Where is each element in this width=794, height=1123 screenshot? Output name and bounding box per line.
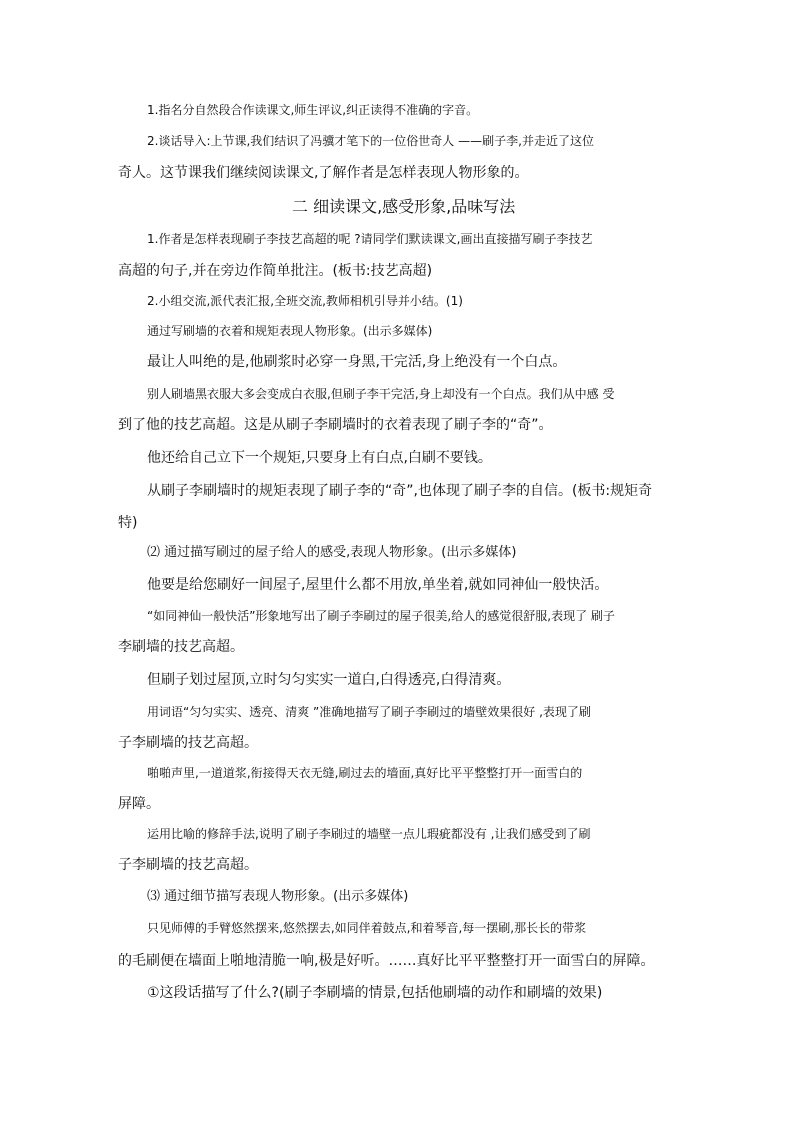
text-line-15: ⑵ 通过描写刷过的屋子给人的感受,表现人物形象。(出示多媒体) bbox=[147, 545, 517, 560]
text-line-6: 高超的句子,并在旁边作简单批注。(板书:技艺高超) bbox=[118, 263, 433, 279]
text-line-10: 别人刷墙黑衣服大多会变成白衣服,但刷子李干完活,身上却没有一个白点。我们从中感 受 bbox=[147, 387, 615, 401]
text-line-20: 用词语“匀匀实实、透亮、清爽 ”准确地描写了刷子李刷过的墙壁效果很好 ,表现了刷 bbox=[147, 705, 591, 719]
text-line-5: 1.作者是怎样表现刷子李技艺高超的呢 ?请同学们默读课文,画出直接描写刷子李技艺 bbox=[147, 232, 593, 246]
text-line-21: 子李刷墙的技艺高超。 bbox=[118, 735, 258, 751]
text-line-23: 屏障。 bbox=[118, 796, 160, 812]
text-line-8: 通过写刷墙的衣着和规矩表现人物形象。(出示多媒体) bbox=[147, 324, 433, 338]
text-line-9: 最让人叫绝的是,他刷浆时必穿一身黑,干完活,身上绝没有一个白点。 bbox=[147, 354, 567, 370]
text-line-11: 到了他的技艺高超。这是从刷子李刷墙时的衣着表现了刷子李的“奇”。 bbox=[118, 417, 553, 433]
text-line-12: 他还给自己立下一个规矩,只要身上有白点,白刷不要钱。 bbox=[147, 450, 492, 466]
text-line-1: 1.指名分自然段合作读课文,师生评议,纠正读得不准确的字音。 bbox=[147, 103, 479, 117]
text-line-28: 的毛刷便在墙面上啪地清脆一响,极是好听。……真好比平平整整打开一面雪白的屏障。 bbox=[118, 953, 655, 969]
text-line-18: 李刷墙的技艺高超。 bbox=[118, 639, 244, 655]
text-line-7: 2.小组交流,派代表汇报,全班交流,教师相机引导并小结。(1) bbox=[147, 294, 463, 308]
text-line-13: 从刷子李刷墙时的规矩表现了刷子李的“奇”,也体现了刷子李的自信。(板书:规矩奇 bbox=[147, 483, 653, 499]
text-line-25: 子李刷墙的技艺高超。 bbox=[118, 857, 258, 873]
text-line-2: 2.谈话导入:上节课,我们结识了冯骥才笔下的一位俗世奇人 ——刷子李,并走近了这位 bbox=[147, 134, 594, 148]
text-line-3: 奇人。这节课我们继续阅读课文,了解作者是怎样表现人物形象的。 bbox=[118, 165, 529, 181]
text-line-29: ①这段话描写了什么?(刷子李刷墙的情景,包括他刷墙的动作和刷墙的效果) bbox=[147, 985, 603, 1001]
text-line-19: 但刷子划过屋顶,立时匀匀实实一道白,白得透亮,白得清爽。 bbox=[147, 672, 511, 688]
text-line-26: ⑶ 通过细节描写表现人物形象。(出示多媒体) bbox=[147, 889, 409, 904]
text-line-14: 特) bbox=[118, 515, 138, 531]
text-line-16: 他要是给您刷好一间屋子,屋里什么都不用放,单坐着,就如同神仙一般快活。 bbox=[147, 577, 609, 593]
text-line-22: 啪啪声里,一道道浆,衔接得天衣无缝,刷过去的墙面,真好比平平整整打开一面雪白的 bbox=[147, 766, 583, 780]
text-line-24: 运用比喻的修辞手法,说明了刷子李刷过的墙壁一点儿瑕疵都没有 ,让我们感受到了刷 bbox=[147, 827, 591, 841]
text-line-17: “如同神仙一般快活”形象地写出了刷子李刷过的屋子很美,给人的感觉很舒服,表现了 刷子 bbox=[147, 609, 615, 623]
text-line-27: 只见师傅的手臂悠然摆来,悠然摆去,如同伴着鼓点,和着琴音,每一摆刷,那长长的带浆 bbox=[147, 921, 587, 935]
section-heading: 二 细读课文,感受形象,品味写法 bbox=[292, 197, 516, 216]
